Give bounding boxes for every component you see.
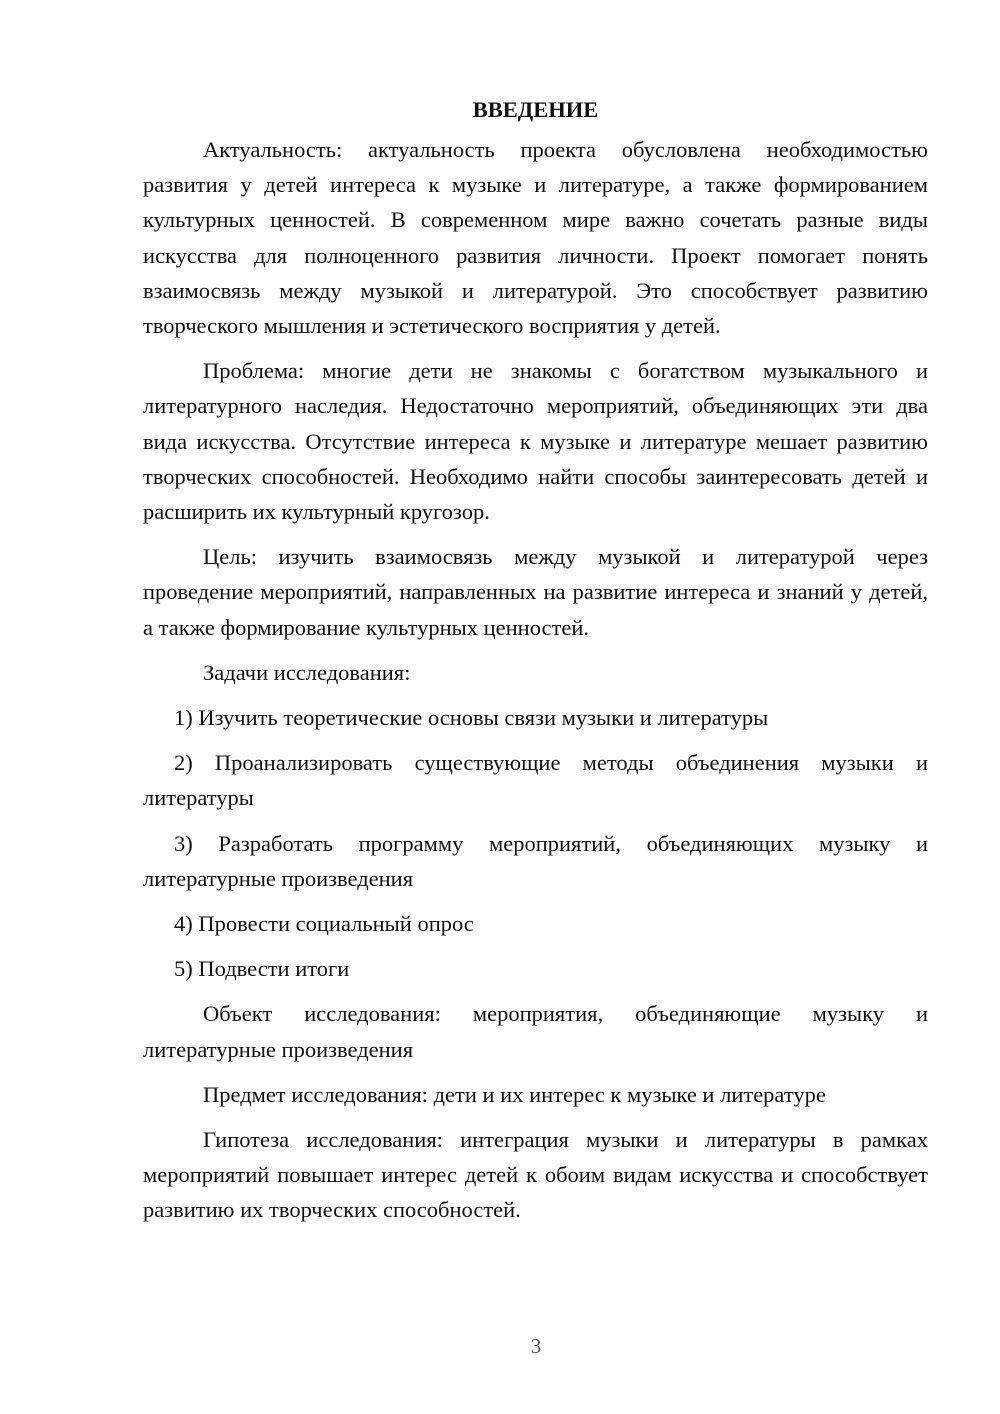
- paragraph-subject: Предмет исследования: дети и их интерес к музыке и литературе: [203, 1081, 826, 1107]
- paragraph-tasks-heading: Задачи исследования:: [203, 659, 411, 685]
- task-item-3: 3) Разработать программу мероприятий, объединяющих музыку и литературные произведения: [143, 830, 928, 891]
- page-number: 3: [530, 1334, 542, 1358]
- paragraph-relevance: Актуальность: актуальность проекта обусловлена необходимостью развития у детей интереса к музыке и литературе, а также формированием культурных ценностей. В современном мире важно сочетать разные виды искусства для полноценного развития личности. Проект помогает понять взаимосвязь между музыкой и литературой. Это способствует развитию творческого мышления и эстетического восприятия у детей.: [143, 137, 928, 339]
- paragraph-problem: Проблема: многие дети не знакомы с богатством музыкального и литературного наследия. Недостаточно мероприятий, объединяющих эти два вида искусства. Отсутствие интереса к музыке и литературе мешает развитию творческих способностей. Необходимо найти способы заинтересовать детей и расширить их культурный кругозор.: [143, 358, 928, 525]
- task-item-5: 5) Подвести итоги: [174, 956, 350, 982]
- task-item-1: 1) Изучить теоретические основы связи музыки и литературы: [174, 705, 769, 731]
- paragraph-hypothesis: Гипотеза исследования: интеграция музыки и литературы в рамках мероприятий повышает интерес детей к обоим видам искусства и способствует развитию их творческих способностей.: [143, 1127, 928, 1223]
- task-item-2: 2) Проанализировать существующие методы объединения музыки и литературы: [143, 750, 928, 811]
- section-title: ВВЕДЕНИЕ: [472, 97, 599, 122]
- document-page: [143, 92, 928, 1238]
- paragraph-goal: Цель: изучить взаимосвязь между музыкой и литературой через проведение мероприятий, направленных на развитие интереса и знаний у детей, а также формирование культурных ценностей.: [143, 544, 928, 640]
- task-item-4: 4) Провести социальный опрос: [174, 911, 474, 937]
- paragraph-object: Объект исследования: мероприятия, объединяющие музыку и литературные произведения: [143, 1001, 928, 1062]
